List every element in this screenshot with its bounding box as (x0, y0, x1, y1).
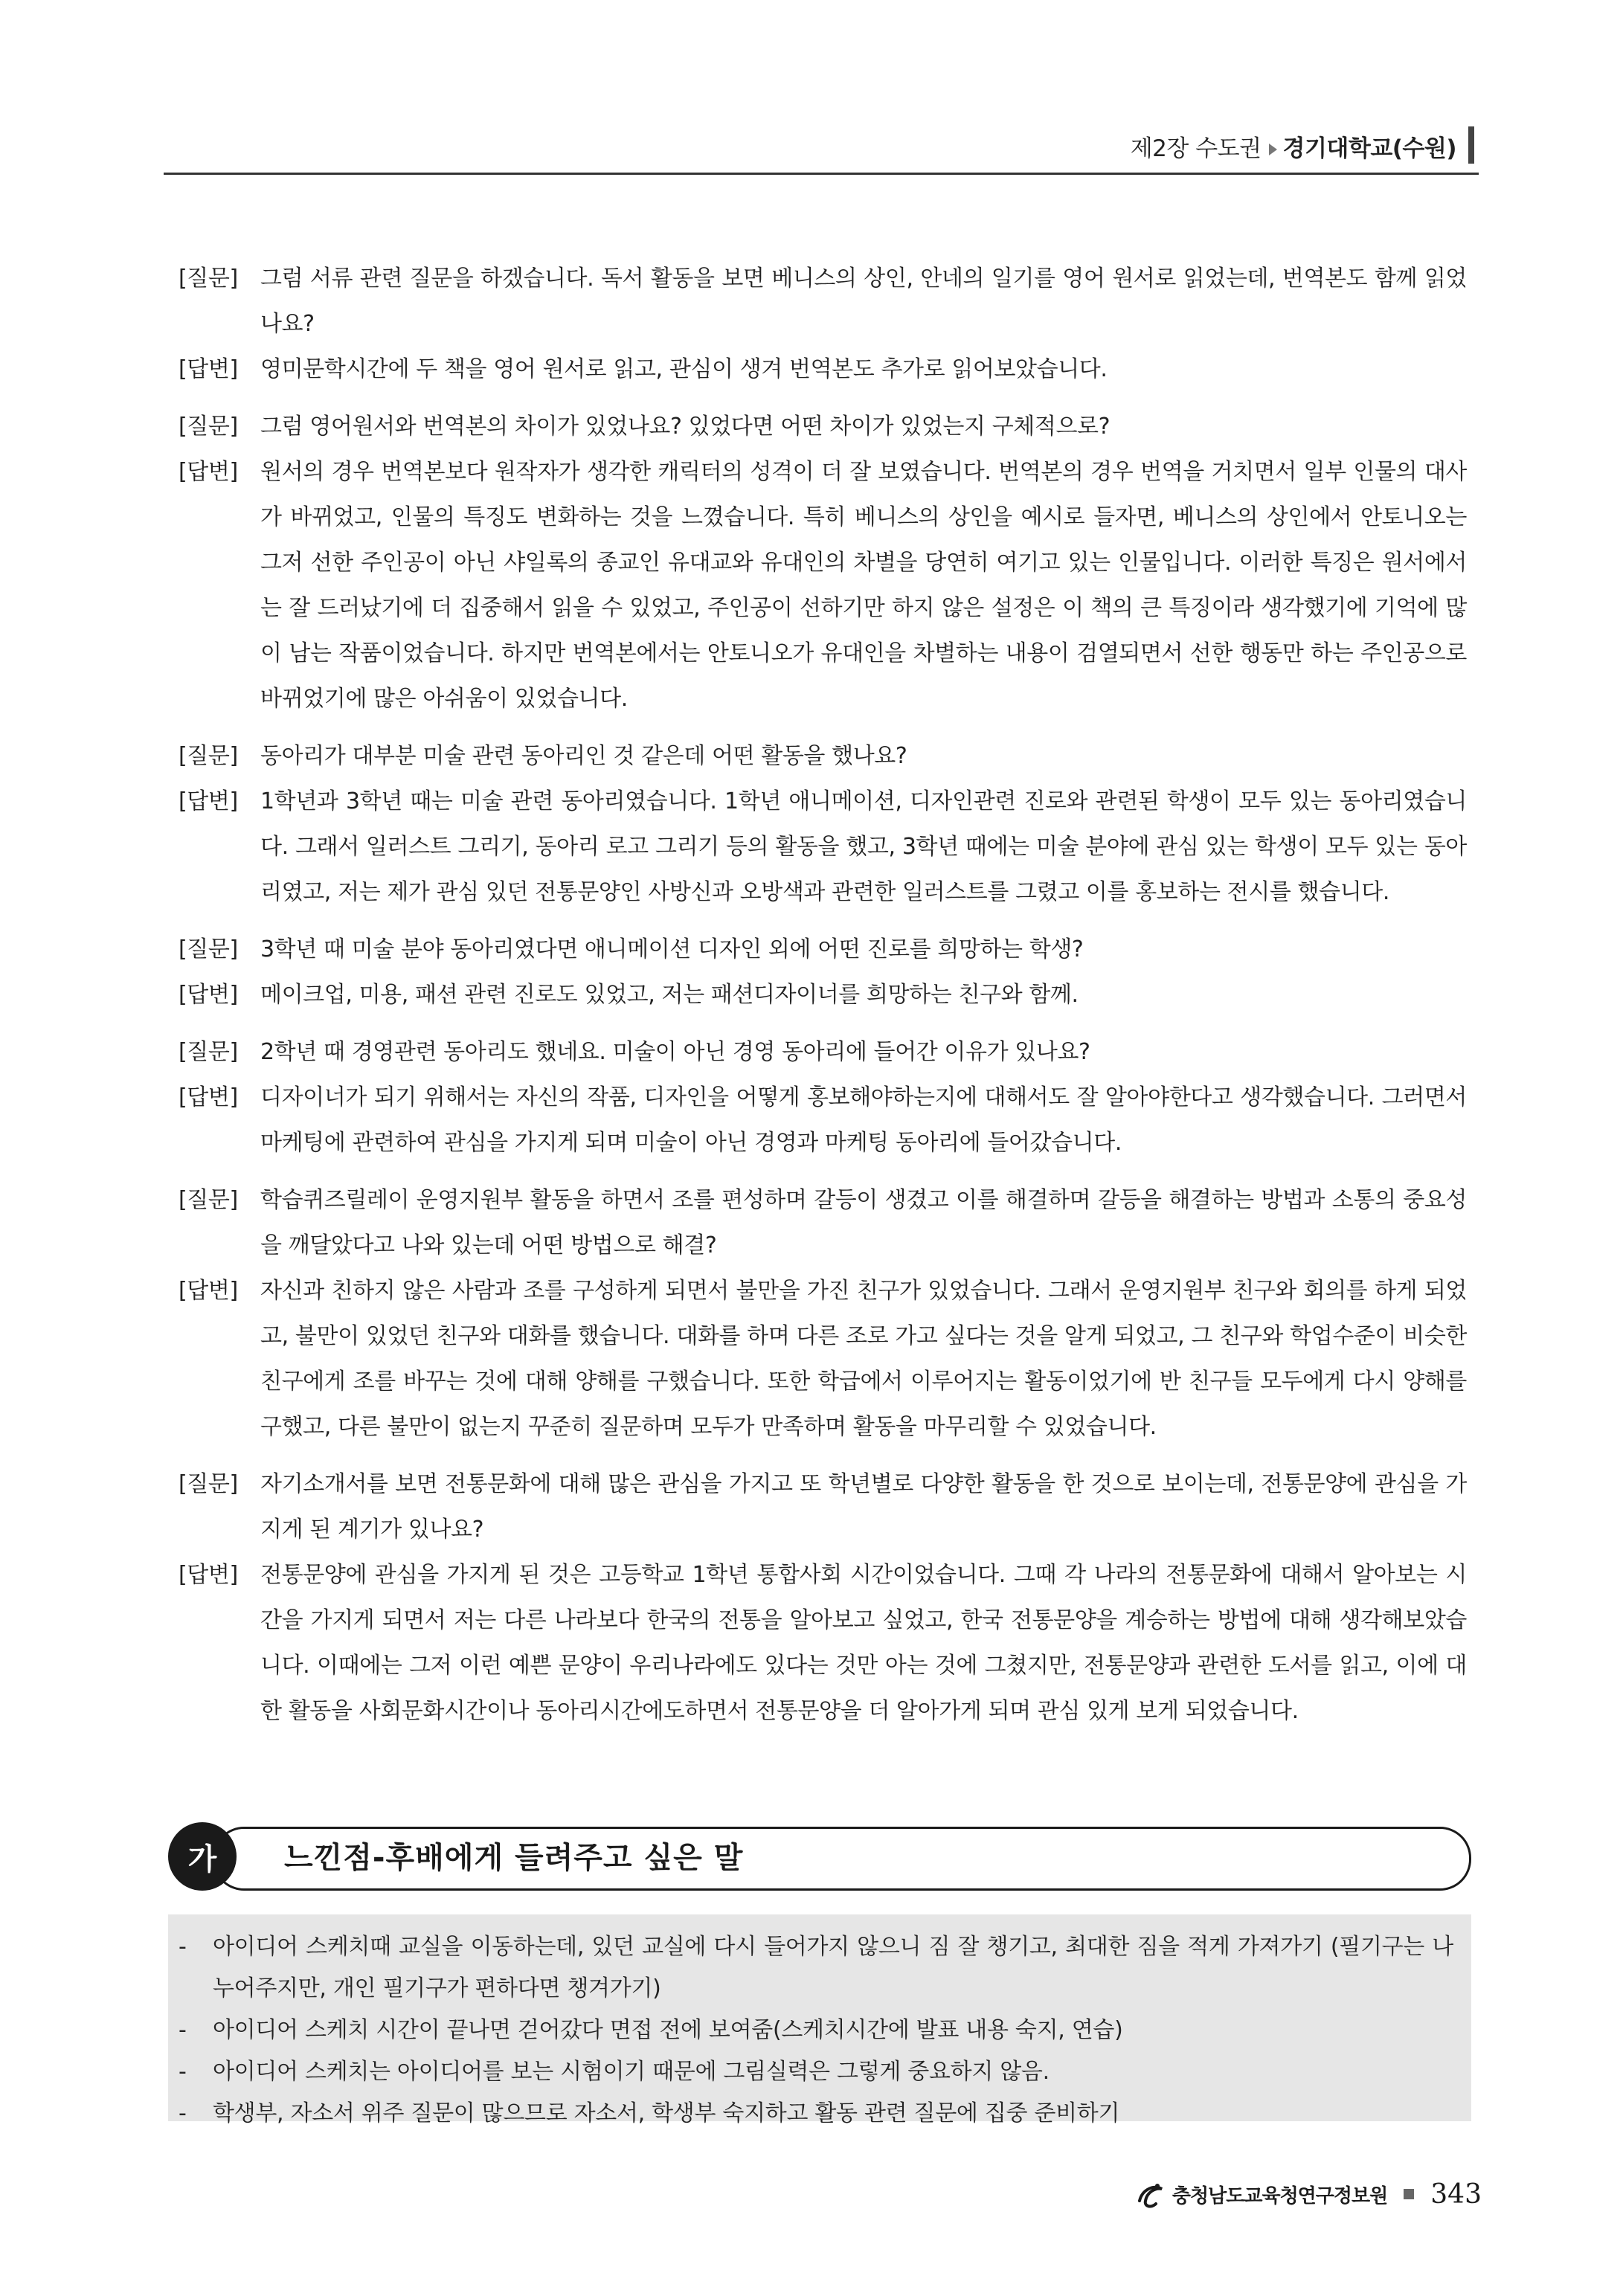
answer-label: [답변] (179, 788, 238, 814)
section-heading (168, 1822, 1471, 1892)
question-item (179, 256, 1467, 347)
page-number: 343 (1430, 2178, 1482, 2210)
tip-text: 학생부, 자소서 위주 질문이 많으므로 자소서, 학생부 숙지하고 활동 관련 질문에 집중 준비하기 (213, 2100, 1120, 2126)
question-item (179, 733, 1467, 779)
answer-label: [답변] (179, 459, 238, 485)
question-text: 그럼 서류 관련 질문을 하겠습니다. 독서 활동을 보면 베니스의 상인, 안네의 일기를 영어 원서로 읽었는데, 번역본도 함께 읽었나요? (260, 266, 1467, 337)
list-bullet: - (179, 2017, 187, 2043)
question-item (179, 1461, 1467, 1552)
qa-group (179, 1029, 1467, 1165)
tips-list (168, 1914, 1471, 2135)
answer-text: 1학년과 3학년 때는 미술 관련 동아리였습니다. 1학년 애니메이션, 디자인관련 진로와 관련된 학생이 모두 있는 동아리였습니다. 그래서 일러스트 그리기, 동아리 로고 그리기 등의 활동을 했고, 3학년 때에는 미술 분야에 관심 있는 학생이 모두 있는 동아리였고, 저는 제가 관심 있던 전통문양인 사방신과 오방색과 관련한 일러스트를 그렸고 이를 홍보하는 전시를 했습니다. (260, 788, 1467, 905)
qa-group (179, 1461, 1467, 1734)
answer-text: 영미문학시간에 두 책을 영어 원서로 읽고, 관심이 생겨 번역본도 추가로 읽어보았습니다. (260, 356, 1108, 382)
tip-text: 아이디어 스케치는 아이디어를 보는 시험이기 때문에 그림실력은 그렇게 중요하지 않음. (213, 2059, 1050, 2085)
tip-text: 아이디어 스케치때 교실을 이동하는데, 있던 교실에 다시 들어가지 않으니 짐 잘 챙기고, 최대한 짐을 적게 가져가기 (필기구는 나누어주지만, 개인 필기구가 편하다면 챙겨가기) (213, 1934, 1453, 2001)
answer-label: [답변] (179, 1084, 238, 1110)
answer-item (179, 779, 1467, 915)
question-label: [질문] (179, 1039, 238, 1065)
question-text: 2학년 때 경영관련 동아리도 했네요. 미술이 아닌 경영 동아리에 들어간 이유가 있나요? (260, 1039, 1090, 1065)
list-bullet: - (179, 2100, 187, 2126)
running-header (1131, 129, 1456, 163)
list-item (179, 1926, 1453, 2010)
answer-item (179, 1075, 1467, 1165)
question-item (179, 404, 1467, 449)
answer-text: 자신과 친하지 않은 사람과 조를 구성하게 되면서 불만을 가진 친구가 있었습니다. 그래서 운영지원부 친구와 회의를 하게 되었고, 불만이 있었던 친구와 대화를 했습니다. 대화를 하며 다른 조로 가고 싶다는 것을 알게 되었고, 그 친구와 학업수준이 비슷한 친구에게 조를 바꾸는 것에 대해 양해를 구했습니다. 또한 학급에서 이루어지는 활동이었기에 반 친구들 모두에게 다시 양해를 구했고, 다른 불만이 없는지 꾸준히 질문하며 모두가 만족하며 활동을 마무리할 수 있었습니다. (260, 1278, 1467, 1440)
question-label: [질문] (179, 743, 238, 769)
question-label: [질문] (179, 266, 238, 292)
answer-text: 메이크업, 미용, 패션 관련 진로도 있었고, 저는 패션디자이너를 희망하는 친구와 함께. (260, 982, 1079, 1008)
qa-group (179, 733, 1467, 915)
tip-text: 아이디어 스케치 시간이 끝나면 걷어갔다 면접 전에 보여줌(스케치시간에 발표 내용 숙지, 연습) (213, 2017, 1123, 2043)
list-bullet: - (179, 2059, 187, 2085)
square-separator-icon (1404, 2189, 1414, 2199)
section-title: 느낀점-후배에게 들려주고 싶은 말 (284, 1841, 744, 1875)
answer-item (179, 1552, 1467, 1734)
answer-text: 디자이너가 되기 위해서는 자신의 작품, 디자인을 어떻게 홍보해야하는지에 대해서도 잘 알아야한다고 생각했습니다. 그러면서 마케팅에 관련하여 관심을 가지게 되며 미술이 아닌 경영과 마케팅 동아리에 들어갔습니다. (260, 1084, 1467, 1156)
answer-item (179, 1268, 1467, 1450)
swirl-logo-icon (1135, 2178, 1166, 2210)
question-item (179, 1029, 1467, 1075)
list-item (179, 2010, 1453, 2051)
answer-item (179, 449, 1467, 721)
question-text: 동아리가 대부분 미술 관련 동아리인 것 같은데 어떤 활동을 했나요? (260, 743, 907, 769)
answer-text: 전통문양에 관심을 가지게 된 것은 고등학교 1학년 통합사회 시간이었습니다. 그때 각 나라의 전통문화에 대해서 알아보는 시간을 가지게 되면서 저는 다른 나라보다 한국의 전통을 알아보고 싶었고, 한국 전통문양을 계승하는 방법에 대해 생각해보았습니다. 이때에는 그저 이런 예쁜 문양이 우리나라에도 있다는 것만 아는 것에 그쳤지만, 전통문양과 관련한 도서를 읽고, 이에 대한 활동을 사회문화시간이나 동아리시간에도하면서 전통문양을 더 알아가게 되며 관심 있게 보게 되었습니다. (260, 1562, 1467, 1724)
header-bar (1468, 126, 1474, 164)
publisher-name: 충청남도교육청연구정보원 (1172, 2184, 1388, 2207)
question-label: [질문] (179, 414, 238, 440)
question-text: 그럼 영어원서와 번역본의 차이가 있었나요? 있었다면 어떤 차이가 있었는지 구체적으로? (260, 414, 1111, 440)
list-item (179, 2093, 1453, 2135)
page-header (164, 119, 1479, 175)
answer-item (179, 972, 1467, 1017)
list-bullet: - (179, 1934, 187, 1960)
answer-item (179, 347, 1467, 392)
chapter-label: 제2장 수도권 (1130, 135, 1262, 162)
qa-group (179, 256, 1467, 392)
triangle-right-icon (1269, 144, 1277, 155)
answer-label: [답변] (179, 1562, 238, 1588)
page-footer (1135, 2173, 1482, 2215)
question-text: 자기소개서를 보면 전통문화에 대해 많은 관심을 가지고 또 학년별로 다양한 활동을 한 것으로 보이는데, 전통문양에 관심을 가지게 된 계기가 있나요? (260, 1471, 1467, 1543)
answer-text: 원서의 경우 번역본보다 원작자가 생각한 캐릭터의 성격이 더 잘 보였습니다. 번역본의 경우 번역을 거치면서 일부 인물의 대사가 바뀌었고, 인물의 특징도 변화하는 것을 느꼈습니다. 특히 베니스의 상인을 예시로 들자면, 베니스의 상인에서 안토니오는 그저 선한 주인공이 아닌 샤일록의 종교인 유대교와 유대인의 차별을 당연히 여기고 있는 인물입니다. 이러한 특징은 원서에서는 잘 드러났기에 더 집중해서 읽을 수 있었고, 주인공이 선하기만 하지 않은 설정은 이 책의 큰 특징이라 생각했기에 기억에 많이 남는 작품이었습니다. 하지만 번역본에서는 안토니오가 유대인을 차별하는 내용이 검열되면서 선한 행동만 하는 주인공으로 바뀌었기에 많은 아쉬움이 있었습니다. (260, 459, 1467, 712)
section-badge: 가 (168, 1822, 237, 1891)
question-text: 학습퀴즈릴레이 운영지원부 활동을 하면서 조를 편성하며 갈등이 생겼고 이를 해결하며 갈등을 해결하는 방법과 소통의 중요성을 깨달았다고 나와 있는데 어떤 방법으로 해결? (260, 1187, 1467, 1258)
question-label: [질문] (179, 936, 238, 962)
question-text: 3학년 때 미술 분야 동아리였다면 애니메이션 디자인 외에 어떤 진로를 희망하는 학생? (260, 936, 1084, 962)
question-label: [질문] (179, 1187, 238, 1213)
question-item (179, 1177, 1467, 1268)
answer-label: [답변] (179, 982, 238, 1008)
qa-group (179, 927, 1467, 1017)
answer-label: [답변] (179, 1278, 238, 1304)
qa-group (179, 404, 1467, 721)
interview-qa (179, 256, 1467, 1746)
list-item (179, 2051, 1453, 2093)
question-label: [질문] (179, 1471, 238, 1497)
qa-group (179, 1177, 1467, 1450)
school-label: 경기대학교(수원) (1282, 135, 1456, 162)
tips-box (168, 1914, 1471, 2126)
question-item (179, 927, 1467, 972)
answer-label: [답변] (179, 356, 238, 382)
